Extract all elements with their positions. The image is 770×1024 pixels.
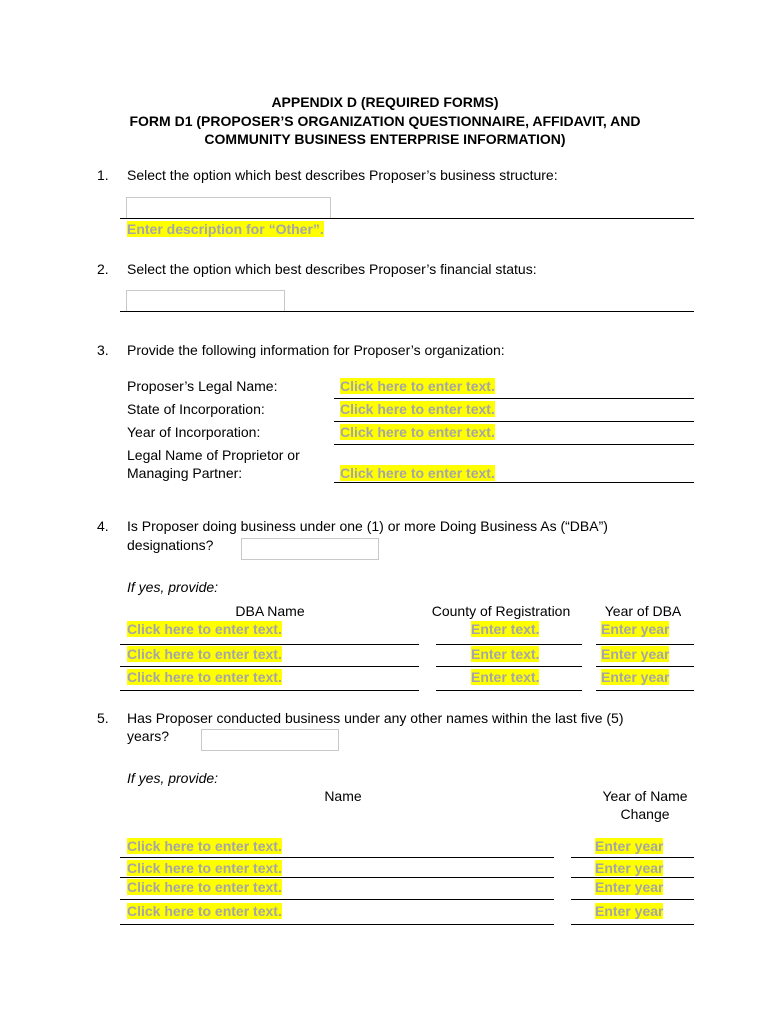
prior-name-value-2: Click here to enter text.: [127, 860, 282, 876]
form-title: FORM D1 (PROPOSER’S ORGANIZATION QUESTIONNAIRE, AFFIDAVIT, AND: [129, 113, 641, 129]
dba-name-value-2: Click here to enter text.: [127, 646, 282, 662]
dba-row2-line-b: [436, 666, 582, 667]
prior-row4-line-a: [120, 924, 554, 925]
dba-year-field-3[interactable]: [601, 669, 669, 685]
dba-name-field-2[interactable]: [127, 646, 282, 662]
prior-year-value-3: Enter year: [595, 879, 664, 895]
county-header: County of Registration: [431, 603, 571, 619]
prior-year-field-4[interactable]: [595, 903, 663, 919]
year-name-change-header-line2: Change: [620, 806, 670, 822]
prior-name-value-1: Click here to enter text.: [127, 838, 282, 854]
legal-name-label: Proposer’s Legal Name:: [127, 378, 278, 394]
dba-row3-line-c: [596, 690, 694, 691]
q2-number: 2.: [97, 261, 109, 277]
state-field[interactable]: [340, 401, 495, 417]
q4-number: 4.: [97, 518, 109, 534]
prior-name-value-3: Click here to enter text.: [127, 879, 282, 895]
year-label: Year of Incorporation:: [127, 424, 261, 440]
q5-text-line1: Has Proposer conducted business under any other names within the last five (5): [127, 710, 624, 726]
q5-number: 5.: [97, 710, 109, 726]
q1-other-placeholder: Enter description for “Other”.: [127, 221, 324, 237]
dba-row1-line-a: [120, 644, 419, 645]
dba-county-value-2: Enter text.: [471, 646, 540, 662]
prior-row3-line-a: [120, 899, 554, 900]
q3-text: Provide the following information for Proposer’s organization:: [127, 342, 505, 358]
dba-year-field-1[interactable]: [601, 621, 669, 637]
q1-structure-dropdown[interactable]: [126, 197, 331, 219]
dba-county-field-2[interactable]: [471, 646, 539, 662]
dba-county-field-3[interactable]: [471, 669, 539, 685]
dba-county-field-1[interactable]: [471, 621, 539, 637]
legal-name-value: Click here to enter text.: [340, 378, 495, 394]
q2-underline: [120, 311, 694, 312]
q5-text-line2: years?: [127, 728, 170, 744]
proprietor-value: Click here to enter text.: [340, 465, 495, 481]
prior-row3-line-b: [571, 899, 694, 900]
appendix-title: APPENDIX D (REQUIRED FORMS): [271, 94, 499, 110]
q1-other-field[interactable]: [127, 221, 324, 237]
q4-dba-dropdown[interactable]: [241, 538, 379, 560]
year-name-change-header-line1: Year of Name: [602, 788, 688, 804]
prior-row1-line-b: [571, 857, 694, 858]
prior-name-value-4: Click here to enter text.: [127, 903, 282, 919]
prior-year-value-2: Enter year: [595, 860, 664, 876]
q2-financial-dropdown[interactable]: [126, 290, 285, 312]
proprietor-label-line2: Managing Partner:: [127, 465, 243, 481]
dba-year-value-3: Enter year: [601, 669, 670, 685]
dba-year-field-2[interactable]: [601, 646, 669, 662]
prior-row2-line-b: [571, 877, 694, 878]
proprietor-field[interactable]: [340, 465, 495, 481]
state-label: State of Incorporation:: [127, 401, 265, 417]
dba-name-value-3: Click here to enter text.: [127, 669, 282, 685]
proprietor-underline: [334, 482, 694, 483]
state-value: Click here to enter text.: [340, 401, 495, 417]
prior-year-value-4: Enter year: [595, 903, 664, 919]
proprietor-label-line1: Legal Name of Proprietor or: [127, 447, 300, 463]
dba-row2-line-a: [120, 666, 419, 667]
year-field[interactable]: [340, 424, 495, 440]
q4-text-line1: Is Proposer doing business under one (1) or more Doing Business As (“DBA”): [127, 518, 608, 534]
prior-row2-line-a: [120, 877, 554, 878]
dba-row3-line-a: [120, 690, 419, 691]
state-underline: [334, 421, 694, 422]
dba-row1-line-c: [596, 644, 694, 645]
dba-year-value-2: Enter year: [601, 646, 670, 662]
q5-if-yes: If yes, provide:: [127, 770, 219, 786]
dba-name-header: DBA Name: [235, 603, 305, 619]
prior-name-field-2[interactable]: [127, 860, 282, 876]
q1-underline: [120, 218, 694, 219]
prior-year-value-1: Enter year: [595, 838, 664, 854]
q2-text: Select the option which best describes Proposer’s financial status:: [127, 261, 537, 277]
dba-row1-line-b: [436, 644, 582, 645]
prior-row4-line-b: [571, 924, 694, 925]
q4-if-yes: If yes, provide:: [127, 579, 219, 595]
q5-other-names-dropdown[interactable]: [201, 729, 339, 751]
dba-row3-line-b: [436, 690, 582, 691]
name-header: Name: [324, 788, 362, 804]
form-subtitle: COMMUNITY BUSINESS ENTERPRISE INFORMATION): [204, 131, 566, 147]
prior-year-field-3[interactable]: [595, 879, 663, 895]
legal-name-field[interactable]: [340, 378, 495, 394]
year-dba-header: Year of DBA: [604, 603, 682, 619]
year-underline: [334, 444, 694, 445]
prior-year-field-1[interactable]: [595, 838, 663, 854]
prior-name-field-3[interactable]: [127, 879, 282, 895]
prior-name-field-4[interactable]: [127, 903, 282, 919]
q1-number: 1.: [97, 167, 109, 183]
prior-name-field-1[interactable]: [127, 838, 282, 854]
q1-text: Select the option which best describes Proposer’s business structure:: [127, 167, 558, 183]
prior-year-field-2[interactable]: [595, 860, 663, 876]
dba-county-value-1: Enter text.: [471, 621, 540, 637]
q4-text-line2: designations?: [127, 537, 214, 553]
dba-name-field-1[interactable]: [127, 621, 282, 637]
dba-year-value-1: Enter year: [601, 621, 670, 637]
dba-name-value-1: Click here to enter text.: [127, 621, 282, 637]
dba-county-value-3: Enter text.: [471, 669, 540, 685]
dba-row2-line-c: [596, 666, 694, 667]
q3-number: 3.: [97, 342, 109, 358]
dba-name-field-3[interactable]: [127, 669, 282, 685]
year-value: Click here to enter text.: [340, 424, 495, 440]
legal-name-underline: [334, 398, 694, 399]
prior-row1-line-a: [120, 857, 554, 858]
